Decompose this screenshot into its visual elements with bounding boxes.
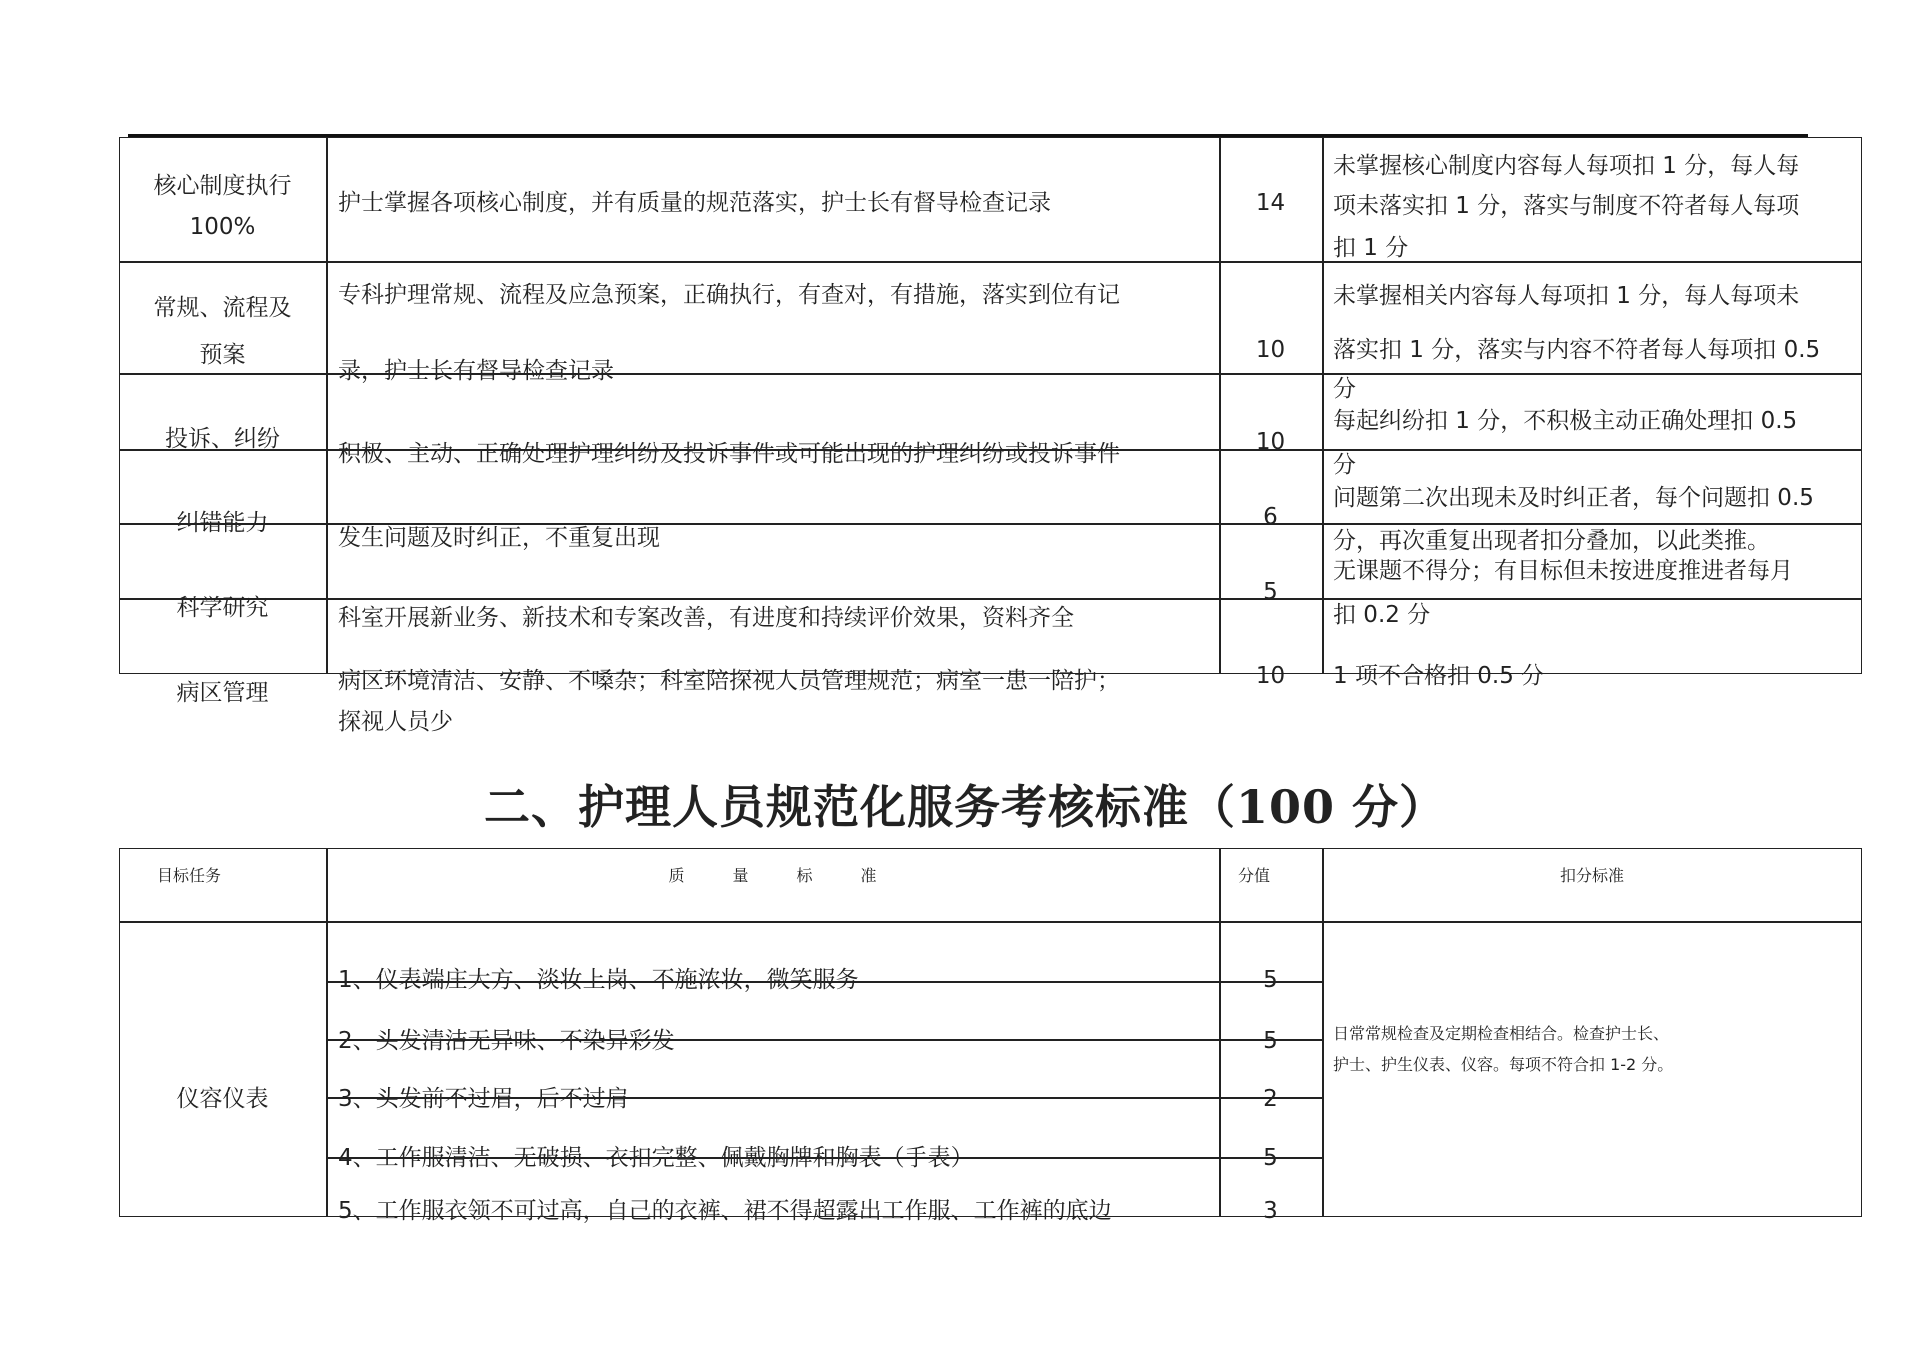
- section-title: 二、护理人员规范化服务考核标准（100 分）: [483, 780, 1447, 834]
- table2-item-score: 5: [1263, 1028, 1278, 1054]
- table1-deduction-cell: 未掌握相关内容每人每项扣 1 分，每人每项未: [1333, 283, 1800, 309]
- table1-task-cell: 病区管理: [176, 680, 269, 706]
- table1-row-line: [119, 261, 1862, 263]
- table1-score-cell: 10: [1255, 429, 1286, 455]
- table1-standard-cell: 专科护理常规、流程及应急预案，正确执行，有查对，有措施，落实到位有记: [338, 282, 1120, 308]
- table1-score-cell: 10: [1255, 663, 1286, 689]
- table2-header-standard: 质 量 标 准: [668, 866, 877, 885]
- table2-header-task: 目标任务: [157, 866, 222, 885]
- table1-standard-cell: 发生问题及时纠正，不重复出现: [338, 525, 660, 551]
- table1-deduction-cell: 未掌握核心制度内容每人每项扣 1 分，每人每: [1333, 153, 1800, 179]
- table2-item-text: 2、头发清洁无异味、不染异彩发: [338, 1028, 675, 1054]
- table1-task-cell: 投诉、纠纷: [165, 426, 280, 452]
- table2-item-text: 5、工作服衣领不可过高，自己的衣裤、裙不得超露出工作服、工作裤的底边: [338, 1198, 1112, 1224]
- table1-standard-cell: 病区环境清洁、安静、不嗓杂；科室陪探视人员管理规范；病室一患一陪护；: [338, 668, 1120, 694]
- table2-item-text: 4、工作服清洁、无破损、衣扣完整、佩戴胸牌和胸表（手表）: [338, 1145, 974, 1171]
- table1-standard-cell: 科室开展新业务、新技术和专案改善，有进度和持续评价效果，资料齐全: [338, 605, 1074, 631]
- table1-deduction-cell: 问题第二次出现未及时纠正者，每个问题扣 0.5: [1333, 485, 1814, 511]
- table1-score-cell: 10: [1255, 337, 1286, 363]
- table2-header-line: [119, 921, 1862, 923]
- table1-standard-cell: 护士掌握各项核心制度，并有质量的规范落实，护士长有督导检查记录: [338, 190, 1051, 216]
- table2-item-text: 1、仪表端庄大方、淡妆上岗、不施浓妆，微笑服务: [338, 967, 859, 993]
- table2-item-score: 5: [1263, 967, 1278, 993]
- table1-standard-cell: 探视人员少: [338, 709, 453, 735]
- table2-item-score: 3: [1263, 1198, 1278, 1224]
- table1-deduction-cell: 1 项不合格扣 0.5 分: [1333, 663, 1545, 689]
- table1-score-cell: 14: [1255, 190, 1286, 216]
- table2-divider: [1322, 848, 1324, 1217]
- table1-task-cell: 科学研究: [176, 595, 269, 621]
- table1-task-cell: 核心制度执行: [153, 173, 292, 199]
- table1-deduction-cell: 每起纠纷扣 1 分，不积极主动正确处理扣 0.5: [1333, 408, 1798, 434]
- table1-deduction-cell: 分: [1333, 452, 1356, 478]
- table2-divider: [326, 848, 328, 1217]
- table2-header-score: 分值: [1237, 866, 1270, 885]
- table2-item-score: 2: [1263, 1086, 1278, 1112]
- table1-deduction-cell: 扣 0.2 分: [1333, 602, 1431, 628]
- table2-deduction-text: 护士、护生仪表、仪容。每项不符合扣 1-2 分。: [1333, 1055, 1674, 1074]
- table2-header-deduction: 扣分标准: [1559, 866, 1624, 885]
- table2-item-score: 5: [1263, 1145, 1278, 1171]
- table1-task-cell: 常规、流程及: [153, 295, 292, 321]
- table1-deduction-cell: 扣 1 分: [1333, 235, 1409, 261]
- table1-standard-cell: 积极、主动、正确处理护理纠纷及投诉事件或可能出现的护理纠纷或投诉事件: [338, 441, 1120, 467]
- table1-task-cell: 纠错能力: [176, 510, 269, 536]
- table2-group-task: 仪容仪表: [176, 1086, 269, 1112]
- table2-deduction-text: 日常常规检查及定期检查相结合。检查护士长、: [1333, 1024, 1670, 1043]
- table1-deduction-cell: 落实扣 1 分，落实与内容不符者每人每项扣 0.5: [1333, 337, 1821, 363]
- table1-deduction-cell: 无课题不得分；有目标但未按进度推进者每月: [1333, 558, 1793, 584]
- table1-standard-cell: 录，护士长有督导检查记录: [338, 358, 614, 384]
- table1-score-cell: 5: [1263, 579, 1278, 605]
- table2-item-text: 3、头发前不过眉，后不过肩: [338, 1086, 629, 1112]
- table1-task-cell: 100%: [189, 214, 256, 240]
- table1-divider: [326, 137, 328, 674]
- table1-deduction-cell: 分: [1333, 376, 1356, 402]
- table1-deduction-cell: 分，再次重复出现者扣分叠加，以此类推。: [1333, 528, 1770, 554]
- table1-divider: [1322, 137, 1324, 674]
- table1-score-cell: 6: [1263, 504, 1278, 530]
- table1-deduction-cell: 项未落实扣 1 分，落实与制度不符者每人每项: [1333, 193, 1800, 219]
- table1-task-cell: 预案: [199, 342, 246, 368]
